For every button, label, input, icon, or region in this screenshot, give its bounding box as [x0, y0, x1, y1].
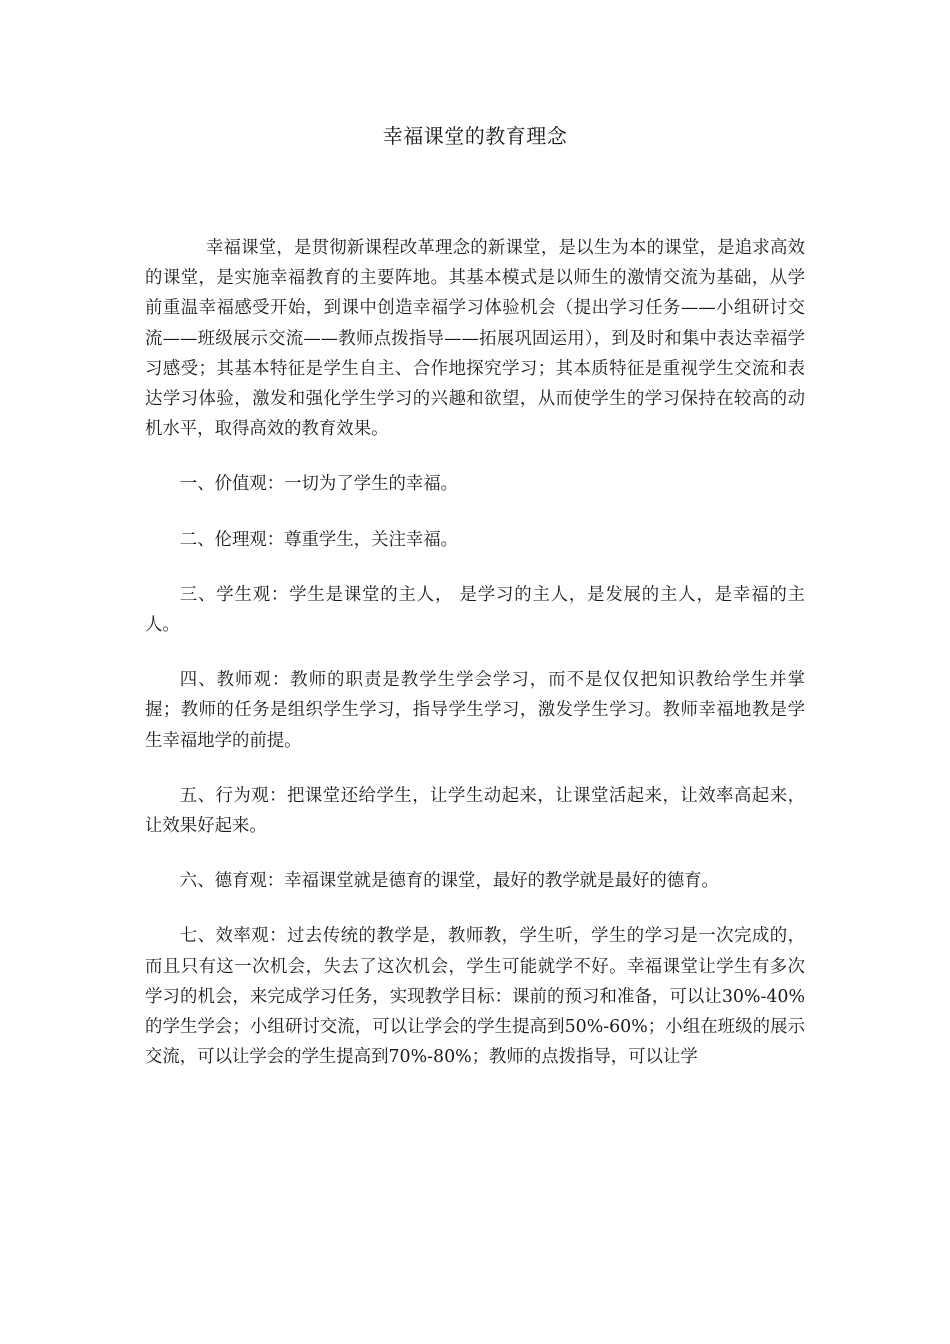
- paragraph-intro: 幸福课堂，是贯彻新课程改革理念的新课堂，是以生为本的课堂，是追求高效的课堂，是实施幸福教育的主要阵地。其基本模式是以师生的激情交流为基础，从学前重温幸福感受开始，到课中创造幸福学习体验机会（提出学习任务——小组研讨交流——班级展示交流——教师点拨指导——拓展巩固运用），到及时和集中表达幸福学习感受；其基本特征是学生自主、合作地探究学习；其本质特征是重视学生交流和表达学习体验，激发和强化学生学习的兴趣和欲望，从而使学生的学习保持在较高的动机水平，取得高效的教育效果。: [145, 238, 805, 440]
- paragraph-moral-view: 六、德育观：幸福课堂就是德育的课堂，最好的教学就是最好的德育。: [179, 871, 719, 892]
- paragraph-student-view: 三、学生观：学生是课堂的主人， 是学习的主人，是发展的主人，是幸福的主人。: [145, 584, 805, 636]
- document-title: 幸福课堂的教育理念: [382, 124, 568, 148]
- paragraph-efficiency-view: 七、效率观：过去传统的教学是，教师教，学生听，学生的学习是一次完成的，而且只有这一次机会，失去了这次机会，学生可能就学不好。幸福课堂让学生有多次学习的机会，来完成学习任务，实现教学目标：课前的预习和准备，可以让30%-40%的学生学会；小组研讨交流，可以让学会的学生提高到50%-60%；小组在班级的展示交流，可以让学会的学生提高到70%-80%；教师的点拨指导，可以让学: [145, 926, 805, 1068]
- paragraph-teacher-view: 四、教师观：教师的职责是教学生学会学习，而不是仅仅把知识教给学生并掌握；教师的任务是组织学生学习，指导学生学习，激发学生学习。教师幸福地教是学生幸福地学的前提。: [145, 670, 805, 751]
- paragraph-behavior-view: 五、行为观：把课堂还给学生，让学生动起来，让课堂活起来，让效率高起来，让效果好起来。: [145, 785, 805, 837]
- paragraph-ethics-view: 二、伦理观：尊重学生，关注幸福。: [179, 529, 459, 550]
- document-body: [145, 233, 805, 1097]
- paragraph-value-view: 一、价值观：一切为了学生的幸福。: [179, 474, 459, 495]
